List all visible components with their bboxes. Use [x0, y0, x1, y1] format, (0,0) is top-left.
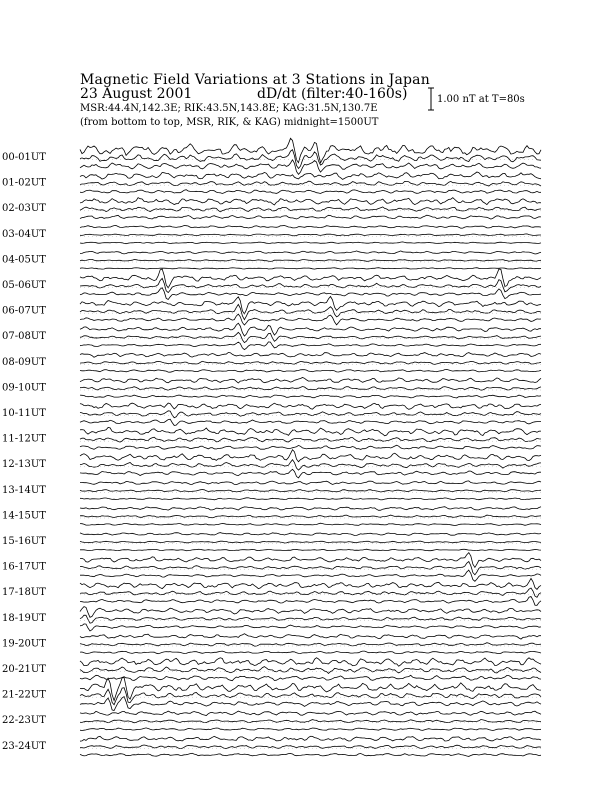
trace-kag	[80, 533, 541, 536]
trace-rik	[80, 562, 541, 575]
trace-rik	[80, 437, 541, 442]
trace-msr	[80, 597, 541, 606]
hour-row-14	[2, 507, 541, 526]
trace-msr	[80, 342, 541, 350]
trace-msr	[80, 728, 541, 731]
hour-row-0	[2, 138, 541, 174]
hour-label: 02-03UT	[2, 203, 46, 215]
hour-label: 12-13UT	[2, 459, 46, 471]
trace-msr	[80, 498, 541, 500]
scale-bar	[428, 88, 434, 110]
hour-label: 15-16UT	[2, 536, 46, 547]
trace-rik	[80, 615, 541, 623]
trace-msr	[80, 549, 541, 551]
trace-rik	[80, 207, 541, 212]
trace-msr	[80, 570, 541, 581]
trace-kag	[80, 297, 541, 314]
hour-label: 01-02UT	[2, 177, 46, 189]
trace-msr	[80, 624, 541, 631]
trace-rik	[80, 234, 541, 236]
hour-label: 04-05UT	[2, 254, 46, 266]
hour-label: 14-15UT	[2, 510, 46, 522]
trace-msr	[80, 314, 541, 325]
trace-rik	[80, 361, 541, 364]
hour-label: 03-04UT	[2, 228, 46, 240]
trace-msr	[80, 395, 541, 398]
trace-msr	[80, 419, 541, 425]
hour-label: 00-01UT	[2, 152, 46, 163]
trace-rik	[80, 515, 541, 518]
hour-label: 10-11UT	[2, 408, 46, 419]
trace-kag	[80, 507, 541, 511]
trace-msr	[80, 523, 541, 525]
trace-rik	[80, 588, 541, 597]
hour-row-3	[2, 226, 541, 244]
hour-label: 23-24UT	[2, 740, 46, 752]
trace-msr	[80, 268, 541, 269]
hour-label: 07-08UT	[2, 331, 46, 343]
hour-row-21	[2, 678, 541, 711]
hour-row-7	[2, 323, 541, 349]
trace-msr	[80, 160, 541, 175]
hour-label: 06-07UT	[2, 305, 46, 317]
hour-row-23	[2, 736, 541, 756]
station-order-note: (from bottom to top, MSR, RIK, & KAG) midnight=1500UT	[80, 117, 379, 128]
trace-kag	[80, 450, 541, 462]
hour-label: 18-19UT	[2, 612, 46, 624]
hour-row-17	[2, 578, 541, 605]
hour-row-22	[2, 711, 541, 730]
hour-row-6	[2, 297, 541, 326]
chart-title: Magnetic Field Variations at 3 Stations in Japan	[80, 72, 430, 88]
trace-kag	[80, 634, 541, 639]
hour-label: 20-21UT	[2, 664, 46, 675]
hour-label: 08-09UT	[2, 356, 46, 368]
hour-row-1	[2, 172, 541, 194]
trace-kag	[80, 481, 541, 485]
hour-label: 21-22UT	[2, 689, 46, 701]
trace-rik	[80, 278, 541, 292]
trace-kag	[80, 607, 541, 618]
hour-row-5	[2, 269, 541, 300]
trace-msr	[80, 675, 541, 680]
trace-kag	[80, 323, 541, 336]
hour-row-2	[2, 198, 541, 219]
trace-rik	[80, 720, 541, 723]
trace-rik	[80, 304, 541, 319]
trace-rik	[80, 745, 541, 749]
trace-rik	[80, 490, 541, 493]
trace-msr	[80, 651, 541, 654]
hour-row-15	[2, 533, 541, 551]
hour-label: 11-12UT	[2, 433, 46, 445]
trace-kag	[80, 428, 541, 436]
hour-row-4	[2, 251, 541, 269]
trace-kag	[80, 403, 541, 409]
trace-kag	[80, 226, 541, 229]
hour-row-10	[2, 403, 541, 425]
trace-kag	[80, 172, 541, 179]
trace-rik	[80, 259, 541, 261]
trace-kag	[80, 138, 541, 163]
scale-bar-label: 1.00 nT at T=80s	[437, 94, 525, 105]
hour-label: 09-10UT	[2, 382, 46, 394]
trace-rik	[80, 411, 541, 418]
trace-msr	[80, 190, 541, 194]
trace-kag	[80, 658, 541, 667]
trace-rik	[80, 332, 541, 342]
hour-label: 16-17UT	[2, 561, 46, 573]
hour-row-13	[2, 481, 541, 500]
trace-kag	[80, 251, 541, 254]
trace-kag	[80, 578, 541, 589]
trace-msr	[80, 288, 541, 300]
chart-filter-label: dD/dt (filter:40-160s)	[257, 86, 408, 102]
hour-label: 19-20UT	[2, 638, 46, 650]
trace-kag	[80, 736, 541, 741]
trace-rik	[80, 387, 541, 391]
hour-rows	[2, 138, 541, 756]
station-coordinates: MSR:44.4N,142.3E; RIK:43.5N,143.8E; KAG:31.5N,130.7E	[80, 103, 378, 114]
hour-row-8	[2, 353, 541, 373]
trace-kag	[80, 353, 541, 358]
trace-rik	[80, 541, 541, 543]
trace-kag	[80, 198, 541, 205]
hour-row-19	[2, 634, 541, 654]
trace-rik	[80, 688, 541, 705]
trace-kag	[80, 711, 541, 715]
trace-kag	[80, 678, 541, 701]
hour-row-16	[2, 553, 541, 582]
trace-rik	[80, 667, 541, 674]
hour-row-12	[2, 450, 541, 478]
hour-row-18	[2, 607, 541, 631]
trace-msr	[80, 215, 541, 219]
trace-rik	[80, 181, 541, 186]
hour-label: 17-18UT	[2, 587, 46, 599]
hour-row-20	[2, 658, 541, 681]
trace-rik	[80, 643, 541, 646]
trace-msr	[80, 445, 541, 449]
hour-label: 13-14UT	[2, 484, 46, 496]
trace-kag	[80, 378, 541, 384]
hour-label: 05-06UT	[2, 280, 46, 291]
hour-row-9	[2, 378, 541, 398]
trace-msr	[80, 469, 541, 478]
chart-date: 23 August 2001	[80, 86, 193, 102]
trace-msr	[80, 242, 541, 244]
hour-row-11	[2, 428, 541, 450]
trace-kag	[80, 553, 541, 568]
hour-label: 22-23UT	[2, 715, 46, 727]
trace-msr	[80, 753, 541, 756]
trace-msr	[80, 369, 541, 372]
trace-rik	[80, 460, 541, 470]
